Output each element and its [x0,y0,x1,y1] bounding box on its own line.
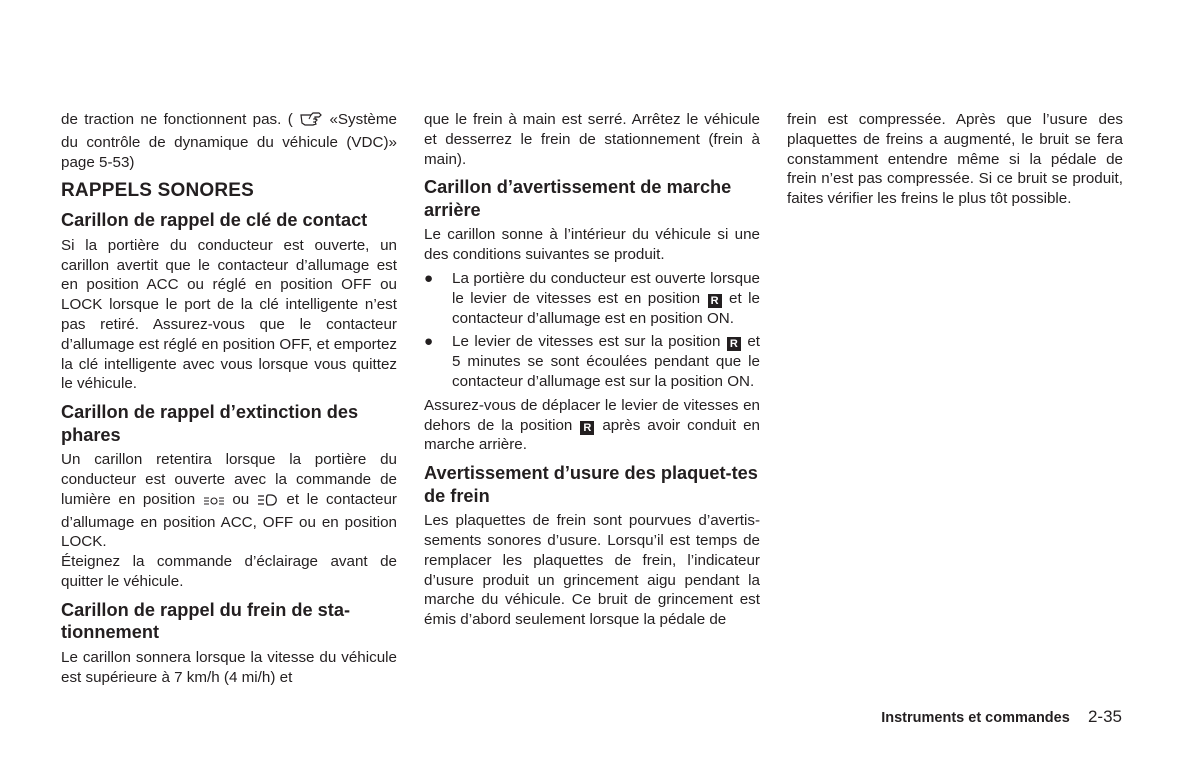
heading-key-reminder: Carillon de rappel de clé de contact [61,210,368,231]
column-right [787,110,1123,209]
heading-brake-pad-wear: Avertissement d’usure des plaquet-tes de frein [424,463,758,506]
bullet: ● [424,269,434,287]
heading-parking-brake-reminder: Carillon de rappel du frein de sta-tionnement [61,599,351,643]
lights-text-a: Un carillon retentira lorsque la portière du conducteur est ouverte avec la commande de lumière en position [61,451,397,508]
column-left [61,110,397,687]
heading-reverse-warning: Carillon d’avertissement de marche arrière [424,177,732,220]
paragraph-lights-reminder [61,450,397,552]
intro-paragraph [61,110,397,172]
pointing-hand-reference-icon [299,111,323,133]
paragraph-brake-pad-wear: Les plaquettes de frein sont pourvues d’avertis-sements sonores d’usure. Lorsqu’il est temps de remplacer les plaquettes de frein, l’indicateur d’usure produit un grincement aigu pendant la marche du véhicule. Ce bruit de grincement est émis d’abord seulement lorsque la pédale de [424,512,760,629]
paragraph-reverse-warning: Le carillon sonne à l’intérieur du véhicule si une des conditions suivantes se produit. [424,226,760,264]
paragraph-parking-brake-reminder: Le carillon sonnera lorsque la vitesse du véhicule est supérieure à 7 km/h (4 mi/h) et [61,648,397,686]
bullet: ● [424,333,434,351]
bullet2-text-b: et 5 minutes se sont écoulées pendant que le contacteur d’allumage est sur la position ON. [452,333,760,390]
intro-text-a: de traction ne fonctionnent pas. ( [61,111,293,128]
footer-section-title: Instruments et commandes [881,710,1070,726]
list-item [424,269,760,328]
after-text-a: Assurez-vous de déplacer le levier de vitesses en dehors de la position [424,396,760,434]
paragraph-continued-2: frein est compressée. Après que l’usure des plaquettes de freins a augmenté, le bruit se fera constamment entendre même si la pédale de frein n’est pas compressée. Si ce bruit se produit, faites vérifier les freins le plus tôt possible. [787,111,1123,208]
after-text-b: après avoir conduit en marche arrière. [424,416,760,454]
bullet1-text-a: La portière du conducteur est ouverte lorsque le levier de vitesses est en position [452,269,760,307]
intro-text-b: «Système du contrôle de dynamique du véhicule (VDC)» page 5-53) [61,111,397,171]
paragraph-continued: que le frein à main est serré. Arrêtez le véhicule et desserrez le frein de stationnement (frein à main). [424,111,760,168]
page-footer [881,707,1122,728]
bullet1-text-b: et le contacteur d’allumage est en position ON. [452,289,760,327]
bullet2-text-a: Le levier de vitesses est sur la position [452,333,721,351]
reverse-gear-r-icon: R [580,421,594,435]
reverse-gear-r-icon: R [727,337,741,351]
page-number: 2-35 [1087,707,1122,726]
lights-text-or: ou [232,490,250,508]
lights-text-b: et le contacteur d’allumage en position ACC, OFF ou en position LOCK. [61,490,397,551]
list-item [424,332,760,391]
paragraph-reverse-after [424,396,760,455]
heading-lights-reminder: Carillon de rappel d’extinction des phares [61,402,359,445]
reverse-conditions-list [424,269,760,392]
column-middle [424,110,760,630]
headlight-icon [257,493,279,513]
section-title: RAPPELS SONORES [61,180,255,202]
paragraph-key-reminder: Si la portière du conducteur est ouverte, un carillon avertit que le contacteur d’allumage est en position ACC ou réglé en position OFF ou LOCK lorsque le port de la clé intelligente n’est pas retiré. Assurez-vous que le contacteur d’allumage est réglé en position OFF, et emportez la clé intelligente avec vous lorsque vous quittez le véhicule. [61,236,397,393]
reverse-gear-r-icon: R [708,294,722,308]
parking-light-icon [203,493,225,513]
paragraph-lights-reminder-2: Éteignez la commande d’éclairage avant de quitter le véhicule. [61,553,397,591]
